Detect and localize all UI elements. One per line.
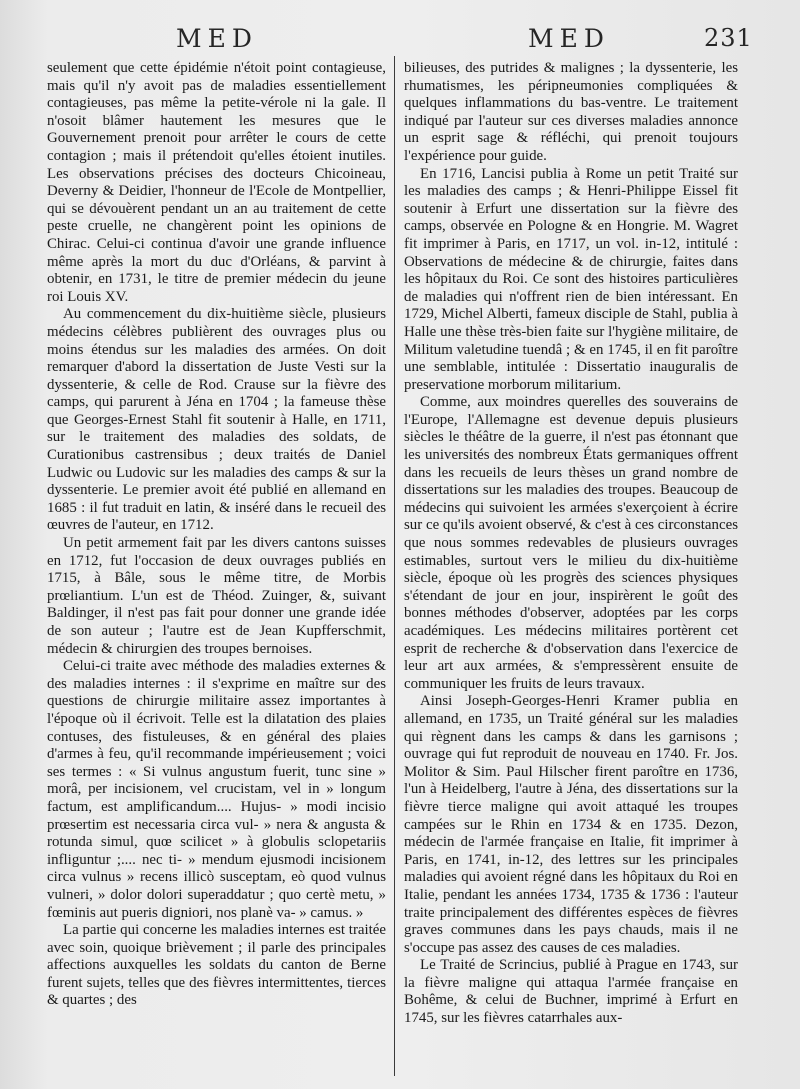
paragraph: Celui-ci traite avec méthode des maladies externes & des maladies internes : il s'exprime en maître sur des questions de chirurgie militaire assez importantes à l'époque où il écrivoit. Telle est la dilatation des plaies contuses, des fistuleuses, & en général des plaies d'armes à feu, qu'il recommande impérieusement ; voici ses termes : « Si vulnus angustum fuerit, tunc sine » morâ, per incisionem, vel crucistam, vel in » longum factum, est amplificandum.... Hujus- » modi incisio prœsertim est necessaria circa vul- » nera & angusta & rotunda simul, quœ scilicet » à globulis sclopetariis infliguntur ;.... nec ti- » mendum ejusmodi incisionem circa vulnus » recens illicò susceptam, eò quod vulnus vulneri, » dolor dolori superaddatur ; quo certè metu, » fœminis aut pueris digniori, nos planè va- » camus. »: [47, 658, 386, 921]
right-column: [404, 60, 738, 1080]
paragraph: Le Traité de Scrincius, publié à Prague en 1743, sur la fièvre maligne qui attaqua l'armée française en Bohême, & celui de Buchner, imprimé à Erfurt en 1745, sur les fièvres catarrhales aux-: [404, 957, 738, 1027]
paragraph: Au commencement du dix-huitième siècle, plusieurs médecins célèbres publièrent des ouvrages plus ou moins étendus sur les maladies des armées. On doit remarquer d'abord la dissertation de Juste Vesti sur la dyssenterie, & celle de Rod. Crause sur la fièvre des camps, qui parurent à Jéna en 1704 ; la fameuse thèse que Georges-Ernest Stahl fit soutenir à Halle, en 1711, sur le traitement des maladies des soldats, de Curationibus castrensibus ; deux traités de Daniel Ludwic ou Ludovic sur les maladies des camps & sur la dyssenterie. Le premier avoit été publié en allemand en 1685 : il fut traduit en latin, & inséré dans le recueil des œuvres de l'auteur, en 1712.: [47, 306, 386, 534]
left-column: [47, 60, 386, 1080]
column-divider: [394, 56, 395, 1076]
running-head-left: MED: [176, 24, 258, 53]
paragraph: La partie qui concerne les maladies internes est traitée avec soin, quoique brièvement ; il parle des principales affections auxquelles les soldats du canton de Berne furent sujets, telles que des fièvres intermittentes, tierces & quartes ; des: [47, 922, 386, 1009]
paragraph: seulement que cette épidémie n'étoit point contagieuse, mais qu'il n'y avoit pas de maladies essentiellement contagieuses, pas même la petite-vérole ni la gale. Il n'osoit blâmer hautement les mesures que le Gouvernement prenoit pour arrêter le cours de cette contagion ; mais il prétendoit qu'elles étoient inutiles. Les observations précises des docteurs Chicoineau, Deverny & Deidier, l'honneur de l'Ecole de Montpellier, qui se dévouèrent pendant un an au traitement de cette peste cruelle, ne changèrent point les opinions de Chirac. Celui-ci continua d'avoir une grande influence même après la mort du duc d'Orléans, & parvint à obtenir, en 1731, le titre de premier médecin du jeune roi Louis XV.: [47, 60, 386, 305]
paragraph: Comme, aux moindres querelles des souverains de l'Europe, l'Allemagne est devenue depuis plusieurs siècles le théâtre de la guerre, il n'est pas étonnant que les universités des nombreux États germaniques offrent dans les recueils de leurs thèses un grand nombre de dissertations sur les maladies des troupes. Beaucoup de médecins qui suivoient les armées s'exerçoient à écrire sur ce qu'ils avoient observé, & c'est à ces circonstances que nous sommes redevables de plusieurs ouvrages estimables, surtout vers le milieu du dix-huitième siècle, époque où les progrès des sciences physiques s'étendant de jour en jour, inspirèrent le goût des bonnes méthodes d'observer, adoptées par les corps académiques. Les médecins militaires portèrent cet esprit de recherche & d'observation dans l'exercice de leur art aux armées, & s'empressèrent ensuite de communiquer les fruits de leurs travaux.: [404, 394, 738, 692]
page-number: 231: [704, 24, 753, 52]
paragraph: Ainsi Joseph-Georges-Henri Kramer publia en allemand, en 1735, un Traité général sur les maladies qui règnent dans les camps & dans les garnisons ; ouvrage qui fut reproduit de nouveau en 1740. Fr. Jos. Molitor & Sim. Paul Hilscher firent paroître en 1736, l'un à Heidelberg, l'autre à Jéna, des dissertations sur la fièvre tierce maligne qui avoit attaqué les troupes campées sur le Rhin en 1734 & en 1735. Dezon, médecin de l'armée française en Italie, fit imprimer à Paris, en 1741, in-12, des lettres sur les principales maladies qui avoient régné dans les hôpitaux du Roi en Italie, pendant les années 1734, 1735 & 1736 : l'auteur traite principalement des différentes espèces de fièvres graves communes dans les pays chauds, mais il ne s'occupe pas assez des causes de ces maladies.: [404, 693, 738, 956]
running-head-right: MED: [528, 24, 610, 53]
paragraph: bilieuses, des putrides & malignes ; la dyssenterie, les rhumatismes, les péripneumonies compliquées & quelques inflammations du bas-ventre. Le traitement indiqué par l'auteur sur ces diverses maladies annonce un esprit sage & réfléchi, qui prenoit toujours l'expérience pour guide.: [404, 60, 738, 164]
paragraph: Un petit armement fait par les divers cantons suisses en 1712, fut l'occasion de deux ouvrages publiés en 1715, à Bâle, sous le même titre, de Morbis prœliantium. L'un est de Théod. Zuinger, &, suivant Baldinger, il n'est pas fait pour donner une grande idée de son auteur ; l'autre est de Jean Kupfferschmit, médecin & chirurgien des troupes bernoises.: [47, 535, 386, 657]
paragraph: En 1716, Lancisi publia à Rome un petit Traité sur les maladies des camps ; & Henri-Philippe Eissel fit soutenir à Erfurt une dissertation sur la fièvre des camps, observée en Pologne & en Hongrie. M. Wagret fit imprimer à Paris, en 1717, un vol. in-12, intitulé : Observations de médecine & de chirurgie, faites dans les hôpitaux du Roi. Ce sont des histoires particulières de maladies qui n'offrent rien de bien intéressant. En 1729, Michel Alberti, fameux disciple de Stahl, publia à Halle une thèse très-bien faite sur l'hygiène militaire, de Militum valetudine tuendâ ; & en 1745, il en fit paroître une semblable, intitulée : Dissertatio inauguralis de preservatione morborum militarium.: [404, 165, 738, 393]
